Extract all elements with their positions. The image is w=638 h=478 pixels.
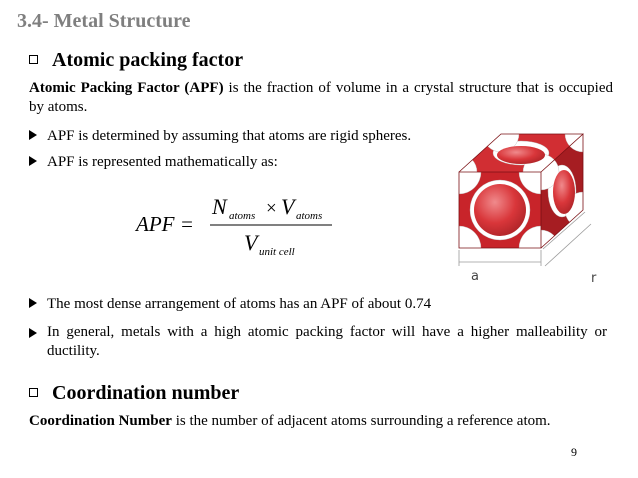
- arrow-bullet-icon: [29, 156, 37, 166]
- formula-denominator-v: V: [244, 230, 258, 255]
- cn-definition-text: is the number of adjacent atoms surrounding a reference atom.: [171, 413, 551, 429]
- heading-atomic-packing-factor: [29, 49, 243, 72]
- formula-numerator-n: N: [212, 194, 227, 219]
- arrow-bullet-icon: [29, 328, 37, 338]
- square-bullet-icon: [29, 388, 38, 397]
- bullet-malleability: [29, 323, 613, 361]
- bullet-dense-arrangement: [29, 295, 431, 314]
- figure-label-a: a: [471, 269, 479, 284]
- figure-label-r: r: [591, 271, 597, 286]
- bullet-text: The most dense arrangement of atoms has an APF of about 0.74: [47, 296, 432, 312]
- bullet-text: APF is represented mathematically as:: [47, 154, 278, 170]
- heading-coordination-number: [29, 382, 239, 405]
- heading-apf-text: Atomic packing factor: [52, 49, 244, 71]
- bullet-text: In general, metals with a high atomic packing factor will have a higher malleability or ductility.: [47, 324, 607, 359]
- bullet-rigid-spheres: [29, 127, 411, 146]
- page-number: 9: [571, 445, 577, 459]
- bullet-text: APF is determined by assuming that atoms are rigid spheres.: [47, 128, 412, 144]
- square-bullet-icon: [29, 55, 38, 64]
- formula-times: ×: [266, 198, 277, 219]
- apf-definition-text: is the fraction of volume in a crystal structure that is occupied by atoms.: [29, 80, 613, 115]
- apf-definition-term: Atomic Packing Factor (APF): [29, 80, 224, 96]
- formula-lhs: APF =: [136, 212, 194, 236]
- formula-numerator-n-subscript: atoms: [229, 210, 256, 222]
- cn-definition-term: Coordination Number: [29, 413, 172, 429]
- slide-title: 3.4- Metal Structure: [17, 10, 191, 32]
- apf-formula: [134, 190, 354, 270]
- heading-cn-text: Coordination number: [52, 382, 240, 404]
- bullet-mathematically: [29, 153, 278, 172]
- apf-definition: [29, 79, 613, 117]
- fcc-unit-cell-figure: [441, 118, 631, 288]
- formula-denominator-subscript: unit cell: [259, 246, 295, 258]
- arrow-bullet-icon: [29, 298, 37, 308]
- formula-numerator-v: V: [281, 194, 295, 219]
- formula-numerator-v-subscript: atoms: [296, 210, 323, 222]
- coordination-number-definition: [29, 413, 551, 430]
- arrow-bullet-icon: [29, 130, 37, 140]
